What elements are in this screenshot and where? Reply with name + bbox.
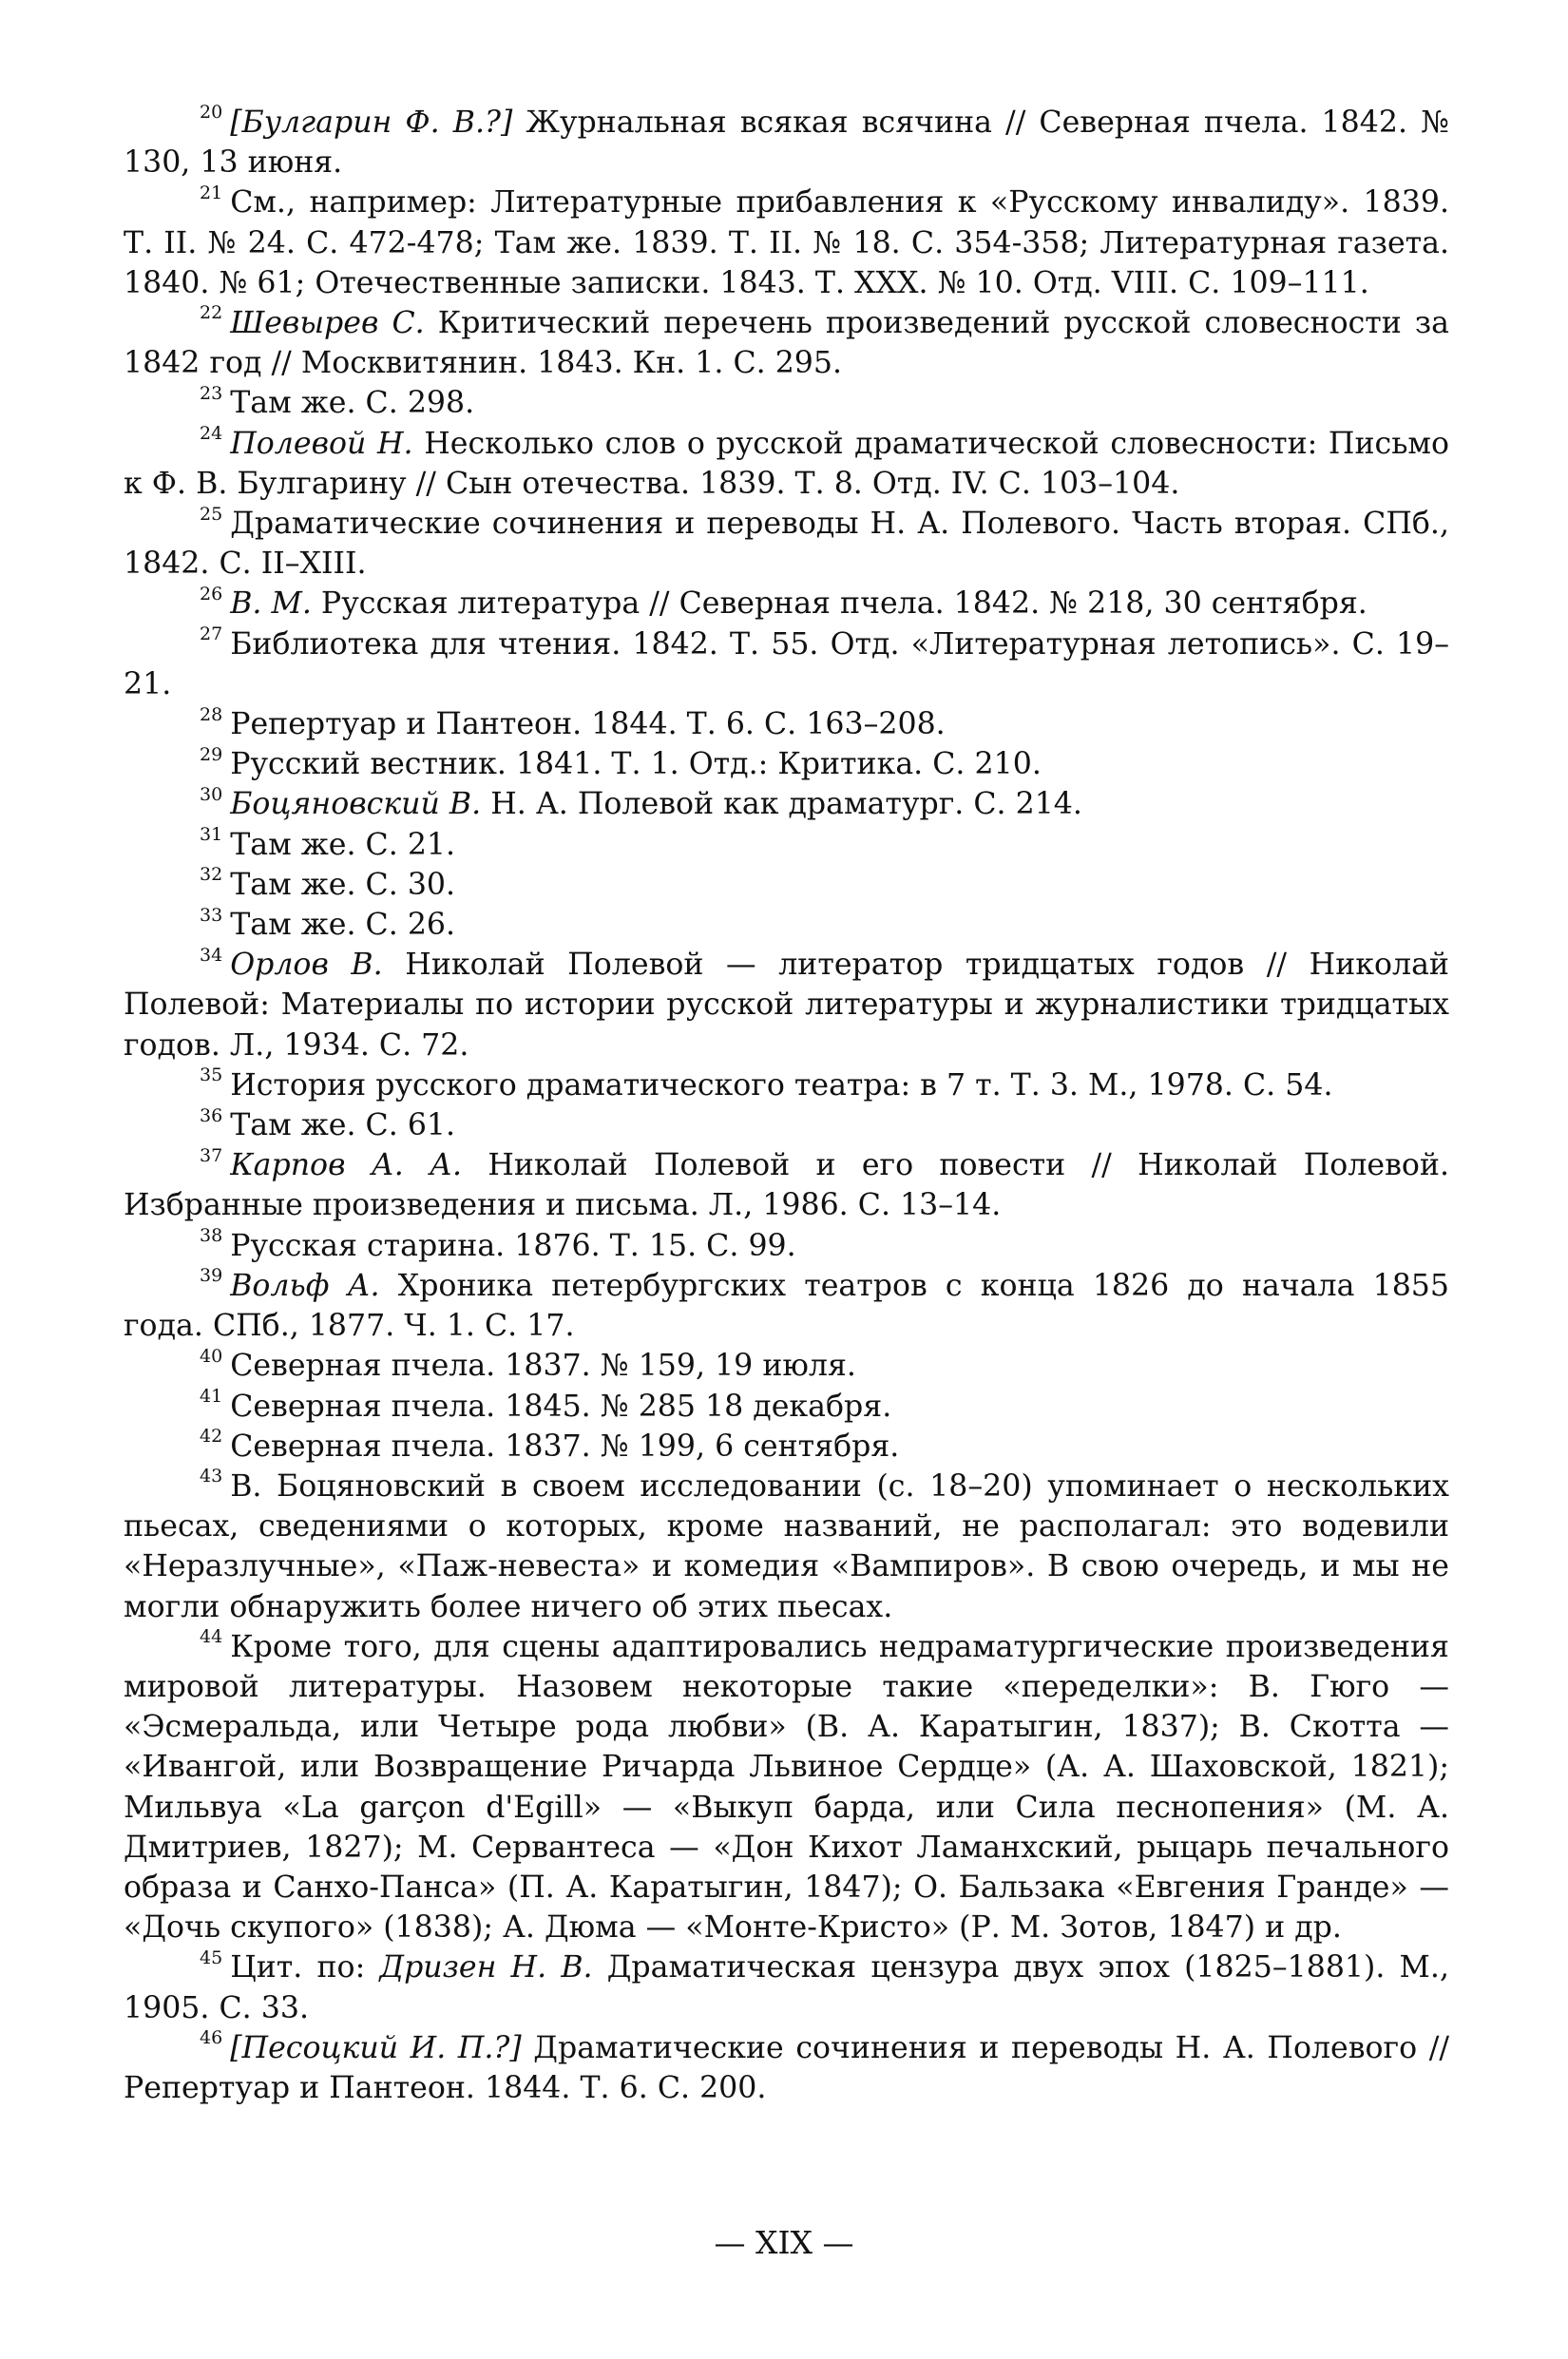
- footnote-number: 24: [200, 423, 223, 445]
- footnote-number: 20: [200, 102, 223, 124]
- footnote-39: [124, 1266, 1449, 1346]
- footnote-number: 34: [200, 944, 223, 966]
- footnote-46: [124, 2028, 1449, 2108]
- footnote-author: [Булгарин Ф. В.?]: [230, 105, 513, 140]
- footnote-29: [124, 744, 1449, 784]
- footnote-20: [124, 103, 1449, 182]
- footnote-text: Критический перечень произведений русской словесности за 1842 год // Москвитянин. 1843. Кн. 1. С. 295.: [124, 306, 1449, 381]
- footnote-text: Драматические сочинения и переводы Н. А. Полевого. Часть вторая. СПб., 1842. С. II–XIII.: [124, 507, 1449, 582]
- footnote-number: 25: [200, 503, 223, 525]
- footnote-text: Николай Полевой — литератор тридцатых годов // Николай Полевой: Материалы по истории русской литературы и журналистики тридцатых годов. Л., 1934. С. 72.: [124, 948, 1449, 1063]
- footnote-text: Северная пчела. 1837. № 159, 19 июля.: [230, 1349, 856, 1384]
- footnote-text: Драматические сочинения и переводы Н. А. Полевого // Репертуар и Пантеон. 1844. Т. 6. С. 200.: [124, 2030, 1449, 2105]
- footnote-author: В. М.: [230, 586, 312, 622]
- footnote-43: [124, 1467, 1449, 1627]
- footnote-number: 33: [200, 904, 223, 926]
- footnote-number: 46: [200, 2027, 223, 2049]
- footnote-25: [124, 504, 1449, 584]
- footnote-number: 27: [200, 623, 223, 645]
- footnote-30: [124, 784, 1449, 824]
- footnote-number: 39: [200, 1265, 223, 1287]
- footnote-number: 43: [200, 1466, 223, 1487]
- footnote-author: Карпов А. А.: [230, 1148, 463, 1183]
- footnote-number: 36: [200, 1104, 223, 1126]
- footnote-text: Русская старина. 1876. Т. 15. С. 99.: [230, 1228, 796, 1263]
- footnote-number: 30: [200, 783, 223, 805]
- footnote-text: См., например: Литературные прибавления к «Русскому инвалиду». 1839. Т. II. № 24. С. 472-478; Там же. 1839. Т. II. № 18. С. 354-358; Литературная газета. 1840. № 61; Отечественные записки. 1843. Т. XXX. № 10. Отд. VIII. С. 109–111.: [124, 185, 1449, 300]
- footnote-22: [124, 303, 1449, 383]
- footnote-text: Драматическая цензура двух эпох (1825–1881). М., 1905. С. 33.: [124, 1950, 1449, 2025]
- footnote-40: [124, 1346, 1449, 1386]
- footnote-26: [124, 584, 1449, 623]
- footnote-number: 21: [200, 182, 223, 203]
- footnote-number: 26: [200, 583, 223, 604]
- footnote-33: [124, 905, 1449, 945]
- footnote-36: [124, 1105, 1449, 1145]
- footnote-number: 40: [200, 1345, 223, 1367]
- footnote-number: 44: [200, 1626, 223, 1648]
- footnote-author: Шевырев С.: [230, 306, 425, 341]
- footnote-number: 23: [200, 382, 223, 404]
- footnote-number: 29: [200, 743, 223, 765]
- footnotes-block: [124, 103, 1449, 2108]
- footnote-author: Боцяновский В.: [230, 787, 482, 822]
- footnote-35: [124, 1065, 1449, 1105]
- footnote-author: Вольф А.: [230, 1268, 380, 1303]
- footnote-number: 45: [200, 1947, 223, 1968]
- footnote-number: 42: [200, 1426, 223, 1448]
- footnote-text: Там же. С. 61.: [230, 1108, 456, 1143]
- footnote-number: 28: [200, 703, 223, 725]
- footnote-number: 22: [200, 302, 223, 324]
- footnote-32: [124, 865, 1449, 905]
- footnote-text: Русская литература // Северная пчела. 1842. № 218, 30 сентября.: [311, 586, 1367, 622]
- footnote-34: [124, 945, 1449, 1065]
- footnote-number: 41: [200, 1385, 223, 1407]
- footnote-37: [124, 1145, 1449, 1225]
- footnote-21: [124, 182, 1449, 303]
- footnote-23: [124, 383, 1449, 423]
- footnote-44: [124, 1627, 1449, 1948]
- footnote-number: 38: [200, 1225, 223, 1247]
- footnote-41: [124, 1387, 1449, 1427]
- footnote-number: 35: [200, 1064, 223, 1086]
- footnote-38: [124, 1226, 1449, 1266]
- footnote-text: Кроме того, для сцены адаптировались недраматургические произведения мировой литературы. Назовем некоторые такие «переделки»: В. Гюго — «Эсмеральда, или Четыре рода любви» (В. А. Каратыгин, 1837); В. Скотта — «Ивангой, или Возвращение Ричарда Львиное Сердце» (А. А. Шаховской, 1821); Мильвуа «La garçon d'Egill» — «Выкуп барда, или Сила песнопения» (М. А. Дмитриев, 1827); М. Сервантеса — «Дон Кихот Ламанхский, рыцарь печального образа и Санхо-Панса» (П. А. Каратыгин, 1847); О. Бальзака «Евгения Гранде» — «Дочь скупого» (1838); А. Дюма — «Монте-Кристо» (Р. М. Зотов, 1847) и др.: [124, 1629, 1449, 1946]
- footnote-number: 32: [200, 864, 223, 886]
- footnote-45: [124, 1947, 1449, 2027]
- footnote-text: Там же. С. 26.: [230, 908, 456, 943]
- footnote-author: Полевой Н.: [230, 426, 413, 461]
- footnote-text: Там же. С. 298.: [230, 386, 475, 421]
- footnote-number: 37: [200, 1144, 223, 1166]
- footnote-text: В. Боцяновский в своем исследовании (с. 18–20) упоминает о нескольких пьесах, сведениями о которых, кроме названий, не располагал: это водевили «Неразлучные», «Паж-невеста» и комедия «Вампиров». В свою очередь, и мы не могли обнаружить более ничего об этих пьесах.: [124, 1468, 1449, 1624]
- footnote-text: Русский вестник. 1841. Т. 1. Отд.: Критика. С. 210.: [230, 747, 1042, 782]
- footnote-text: История русского драматического театра: в 7 т. Т. 3. М., 1978. С. 54.: [230, 1067, 1333, 1103]
- footnote-author: Дризен Н. В.: [379, 1950, 593, 1985]
- footnote-number: 31: [200, 824, 223, 846]
- page-number: — XIX —: [714, 2224, 854, 2261]
- footnote-28: [124, 704, 1449, 744]
- footnote-text: Н. А. Полевой как драматург. С. 214.: [481, 787, 1082, 822]
- footnote-text: Библиотека для чтения. 1842. Т. 55. Отд. «Литературная летопись». С. 19–21.: [124, 626, 1449, 701]
- footnote-author: Орлов В.: [230, 948, 383, 983]
- footnote-text: Репертуар и Пантеон. 1844. Т. 6. С. 163–208.: [230, 707, 946, 742]
- footnote-author: [Песоцкий И. П.?]: [230, 2030, 522, 2065]
- footnote-text: Там же. С. 30.: [230, 867, 456, 902]
- footnote-text: Журнальная всякая всячина // Северная пчела. 1842. № 130, 13 июня.: [124, 105, 1449, 181]
- footnote-text: Цит. по:: [230, 1950, 380, 1985]
- footnote-text: Северная пчела. 1837. № 199, 6 сентября.: [230, 1429, 900, 1464]
- footnote-24: [124, 424, 1449, 504]
- footnote-text: Северная пчела. 1845. № 285 18 декабря.: [230, 1389, 892, 1424]
- footnote-42: [124, 1427, 1449, 1467]
- footnote-31: [124, 825, 1449, 865]
- footnote-text: Хроника петербургских театров с конца 1826 до начала 1855 года. СПб., 1877. Ч. 1. С. 17.: [124, 1268, 1449, 1344]
- footnote-text: Несколько слов о русской драматической словесности: Письмо к Ф. В. Булгарину // Сын отечества. 1839. Т. 8. Отд. IV. С. 103–104.: [124, 426, 1450, 501]
- footnote-text: Там же. С. 21.: [230, 827, 456, 862]
- footnote-27: [124, 624, 1449, 704]
- footnote-text: Николай Полевой и его повести // Николай Полевой. Избранные произведения и письма. Л., 1986. С. 13–14.: [124, 1148, 1450, 1223]
